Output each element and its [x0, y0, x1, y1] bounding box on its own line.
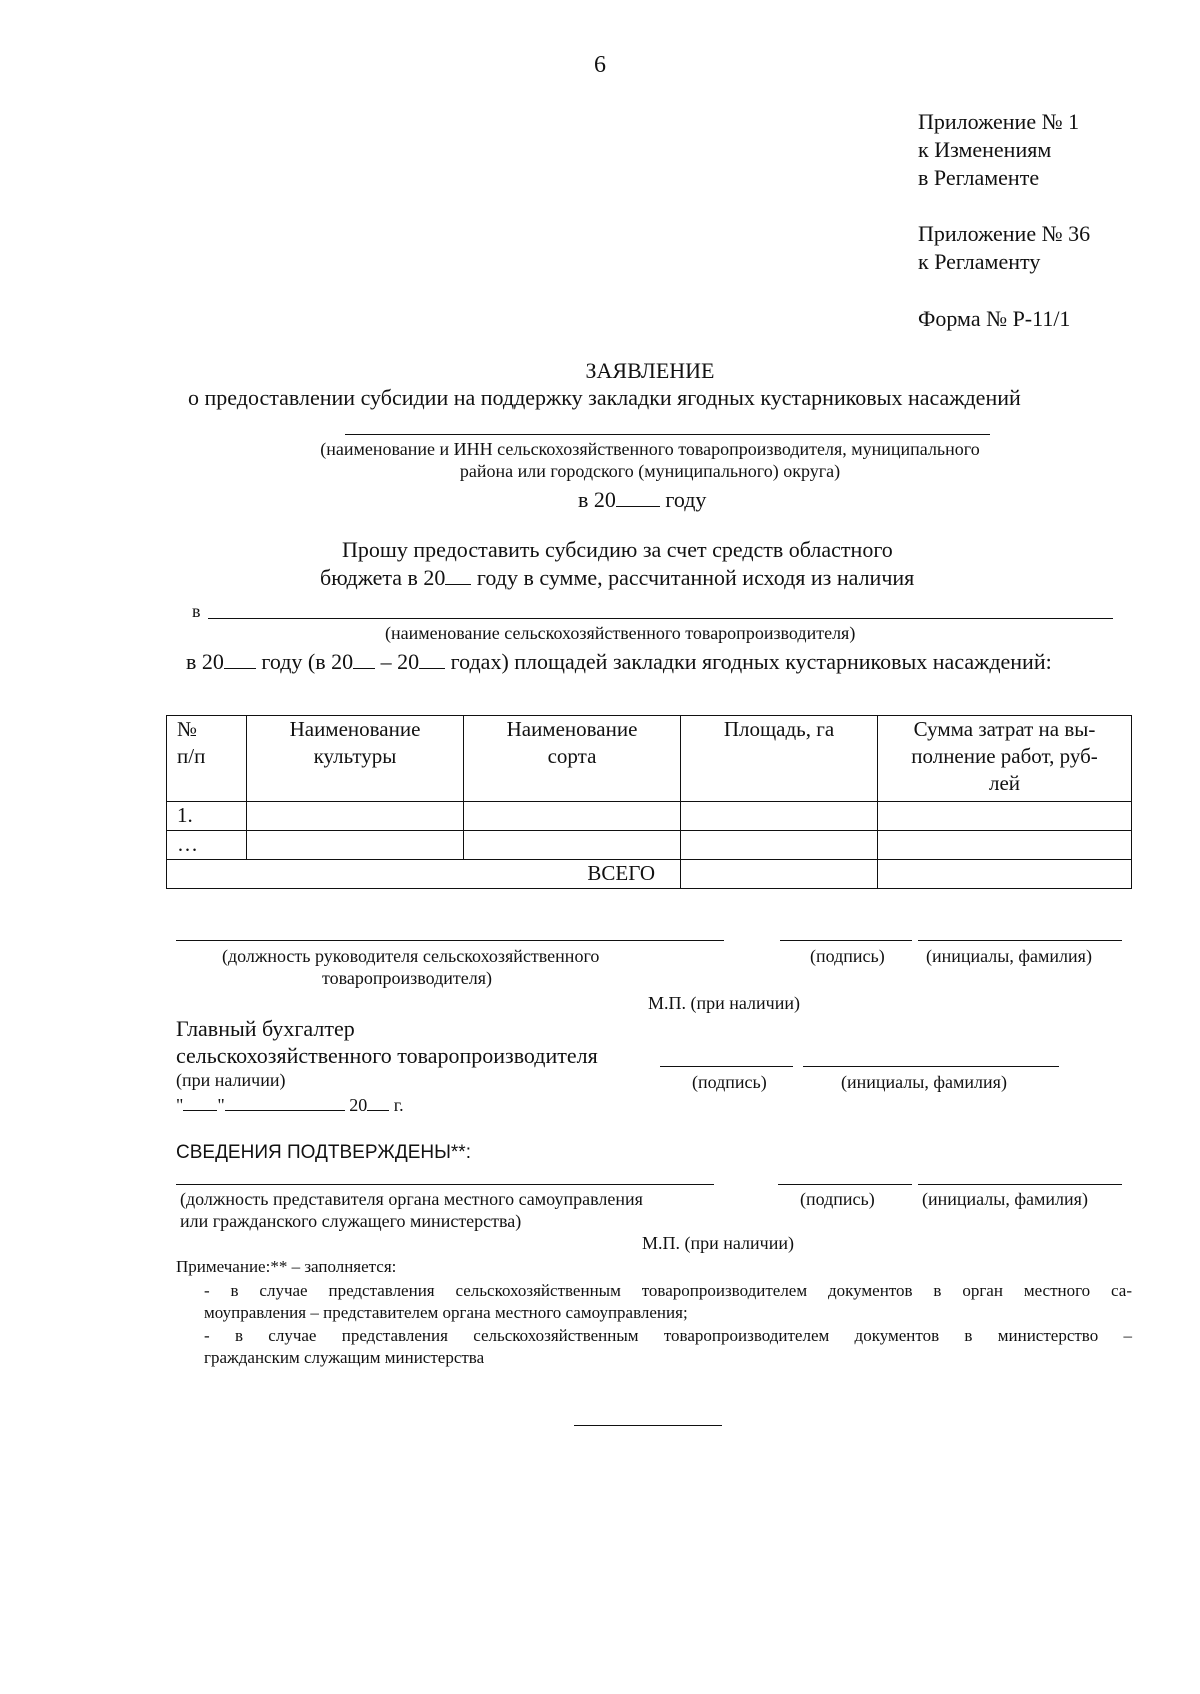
table-total-label: ВСЕГО: [167, 860, 681, 889]
head-signature-caption: (подпись): [810, 946, 885, 966]
note-title: Примечание:** – заполняется:: [176, 1257, 397, 1276]
request-line-2-b: году в сумме, рассчитанной исходя из наличия: [476, 565, 915, 590]
request-line-2-a: бюджета в 20: [320, 565, 446, 590]
accountant-signature-caption: (подпись): [692, 1072, 767, 1092]
date-day-blank: [183, 1094, 217, 1111]
head-position-line: [176, 940, 724, 941]
request-line-4-c: – 20: [380, 649, 420, 674]
table-cell: [878, 831, 1132, 860]
table-total-cost: [878, 860, 1132, 889]
date-quote-close: ": [217, 1095, 225, 1115]
representative-signature-caption: (подпись): [800, 1189, 875, 1209]
table-cell: [464, 831, 681, 860]
note-item-2-line-2: гражданским служащим министерства: [204, 1348, 485, 1367]
year-line: [578, 486, 706, 513]
applicant-caption-2: района или городского (муниципального) округа): [459, 461, 841, 481]
request-line-4-b: году (в 20: [261, 649, 354, 674]
table-cell: …: [167, 831, 247, 860]
period-start-blank: [353, 650, 375, 669]
accountant-date: [176, 1094, 404, 1116]
accountant-name-caption: (инициалы, фамилия): [841, 1072, 1007, 1092]
page-number: 6: [594, 52, 606, 78]
appendix-1-line-3: в Регламенте: [918, 165, 1040, 190]
appendix-1-line-1: Приложение № 1: [918, 109, 1080, 134]
date-suffix: г.: [393, 1095, 404, 1115]
applicant-caption-1: (наименование и ИНН сельскохозяйственного товаропроизводителя, муниципального: [320, 439, 980, 459]
note-item-1-line-2: моуправления – представителем органа местного самоуправления;: [204, 1303, 688, 1322]
table-cell: [878, 802, 1132, 831]
accountant-name-line: [803, 1066, 1059, 1067]
header-culture-line-1: Наименование: [289, 717, 421, 741]
year-blank: [616, 488, 660, 507]
producer-name-line: [208, 618, 1113, 619]
request-line-4: [186, 648, 1052, 675]
header-number-line-1: №: [177, 717, 198, 741]
header-variety: [464, 716, 681, 802]
applicant-name-line: [345, 434, 990, 435]
note-item-1-line-1: - в случае представления сельскохозяйственным товаропроизводителем документов в орган местного са-: [204, 1281, 1132, 1300]
note-item-2-line-1: - в случае представления сельскохозяйственным товаропроизводителем документов в министерство –: [204, 1326, 1132, 1345]
date-month-blank: [225, 1094, 345, 1111]
date-year: 20: [349, 1095, 368, 1115]
request-in-prefix: в: [192, 601, 201, 621]
head-position-caption-2: товаропроизводителя): [322, 968, 493, 988]
head-name-caption: (инициалы, фамилия): [926, 946, 1092, 966]
table-cell: [464, 802, 681, 831]
head-seal: М.П. (при наличии): [648, 993, 800, 1013]
header-culture-line-2: культуры: [313, 744, 397, 768]
producer-caption: (наименование сельскохозяйственного товаропроизводителя): [385, 623, 856, 643]
head-position-caption-1: (должность руководителя сельскохозяйственного: [222, 946, 600, 966]
period-end-blank: [419, 650, 445, 669]
accountant-signature-line: [660, 1066, 793, 1067]
table-cell: [247, 831, 464, 860]
document-subheading: о предоставлении субсидии на поддержку закладки ягодных кустарниковых насаждений: [188, 385, 1021, 410]
request-line-1: Прошу предоставить субсидию за счет средств областного: [342, 537, 893, 562]
header-number-line-2: п/п: [177, 744, 206, 768]
year-prefix: в 20: [578, 487, 616, 512]
representative-position-line: [176, 1184, 714, 1185]
confirmation-title: СВЕДЕНИЯ ПОДТВЕРЖДЕНЫ**:: [176, 1142, 471, 1163]
request-line-4-a: в 20: [186, 649, 224, 674]
plant-year-blank: [224, 650, 256, 669]
plantings-table: [166, 715, 1132, 889]
header-variety-line-2: сорта: [547, 744, 597, 768]
table-header-row: [167, 716, 1132, 802]
header-culture: [247, 716, 464, 802]
table-cell: [681, 802, 878, 831]
accountant-line-1: Главный бухгалтер: [176, 1016, 355, 1041]
header-variety-line-1: Наименование: [506, 717, 638, 741]
form-number: Форма № Р-11/1: [918, 306, 1071, 331]
header-cost-line-1: Сумма затрат на вы-: [913, 717, 1096, 741]
budget-year-blank: [445, 566, 471, 585]
request-line-4-d: годах) площадей закладки ягодных кустарниковых насаждений:: [450, 649, 1052, 674]
representative-caption-2: или гражданского служащего министерства): [180, 1211, 522, 1231]
appendix-36-line-2: к Регламенту: [918, 249, 1041, 274]
closing-separator: [574, 1425, 722, 1426]
representative-name-line: [918, 1184, 1122, 1185]
year-suffix: году: [665, 487, 707, 512]
request-line-2: [320, 564, 914, 591]
accountant-note: (при наличии): [176, 1070, 286, 1090]
table-cell: [681, 831, 878, 860]
table-cell: [247, 802, 464, 831]
appendix-36-line-1: Приложение № 36: [918, 221, 1091, 246]
header-cost: [878, 716, 1132, 802]
header-area: [681, 716, 878, 802]
document-heading: ЗАЯВЛЕНИЕ: [585, 358, 715, 383]
head-signature-line: [780, 940, 912, 941]
header-cost-line-3: лей: [988, 771, 1021, 795]
header-cost-line-2: полнение работ, руб-: [911, 744, 1098, 768]
head-name-line: [918, 940, 1122, 941]
representative-caption-1: (должность представителя органа местного самоуправления: [180, 1189, 643, 1209]
appendix-1-line-2: к Изменениям: [918, 137, 1052, 162]
accountant-line-2: сельскохозяйственного товаропроизводителя: [176, 1043, 598, 1068]
date-quote-open: ": [176, 1095, 184, 1115]
table-row: [167, 802, 1132, 831]
table-cell: 1.: [167, 802, 247, 831]
representative-name-caption: (инициалы, фамилия): [922, 1189, 1088, 1209]
representative-seal: М.П. (при наличии): [642, 1233, 794, 1253]
header-area-line-1: Площадь, га: [723, 717, 835, 741]
table-total-area: [681, 860, 878, 889]
date-year-blank: [367, 1094, 389, 1111]
representative-signature-line: [778, 1184, 912, 1185]
table-row: [167, 831, 1132, 860]
table-total-row: [167, 860, 1132, 889]
header-number: [167, 716, 247, 802]
